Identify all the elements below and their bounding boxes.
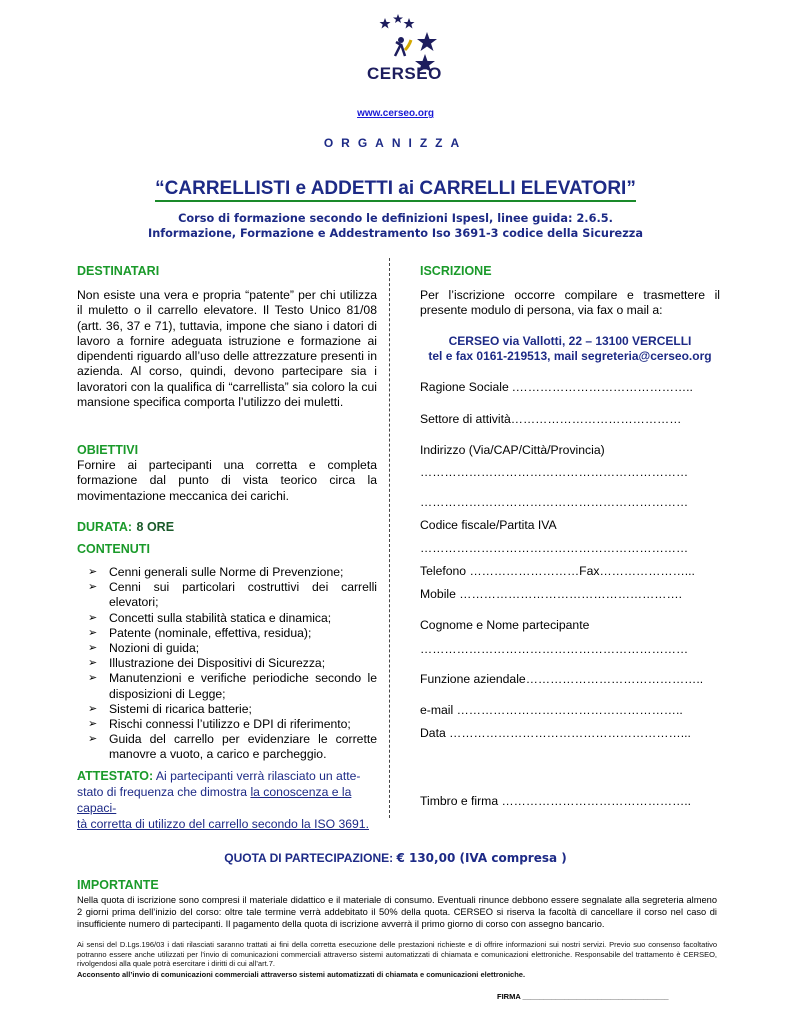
field-mobile[interactable]: Mobile ………………………………………………. xyxy=(420,587,683,601)
list-item: ➢ Cenni generali sulle Norme di Prevenzione; xyxy=(88,565,344,579)
field-funzione[interactable]: Funzione aziendale…………………………………….. xyxy=(420,672,704,686)
field-ragione-sociale[interactable]: Ragione Sociale .…………………………………….. xyxy=(420,380,693,394)
contenuti-heading: CONTENUTI xyxy=(77,542,150,556)
website-link[interactable]: www.cerseo.org xyxy=(357,108,434,119)
field-timbro-firma[interactable]: Timbro e firma ……………………………………….. xyxy=(420,794,692,808)
stars-person-logo-icon xyxy=(365,12,445,72)
durata-label: DURATA: xyxy=(77,520,133,534)
list-item: ➢ Rischi connessi l’utilizzo e DPI di riferimento; xyxy=(88,717,351,732)
address-line1: CERSEO via Vallotti, 22 – 13100 VERCELLI xyxy=(448,334,692,348)
field-indirizzo-line2[interactable]: ………………………………………………………… xyxy=(420,495,689,509)
destinatari-text: Non esiste una vera e propria “patente” per chi utilizza il muletto o il carrello elevatore. Il Testo Unico 81/08 (artt. 36, 37 e 71), tuttavia, impone che siano i datori di lavoro a fornire adeguata istruzione e formazione ai dipendenti riguardo all’uso delle attrezzature presenti in azienda. Al corso, quindi, devono partecipare sia i lavoratori con la qualifica di “carrellista” sia coloro la cui mansione specifica comporta l’utilizzo dei muletti. xyxy=(77,288,377,410)
attestato-text-c: la conoscenza e la capaci- xyxy=(77,785,352,815)
field-cognome-nome-label: Cognome e Nome partecipante xyxy=(420,618,590,632)
arrow-bullet-icon: ➢ xyxy=(88,566,98,578)
website-url[interactable] xyxy=(0,108,791,119)
subtitle-line1: Corso di formazione secondo le definizioni Ispesl, linee guida: 2.6.5. xyxy=(178,212,613,225)
arrow-bullet-icon: ➢ xyxy=(88,672,98,685)
firma-signature-line[interactable]: FIRMA ___________________________________ xyxy=(497,992,669,1001)
durata-value: 8 ORE xyxy=(136,520,175,534)
field-indirizzo-line1[interactable]: ………………………………………………………… xyxy=(420,465,689,479)
arrow-bullet-icon: ➢ xyxy=(88,581,98,594)
address-line2: tel e fax 0161-219513, mail segreteria@cerseo.org xyxy=(428,349,712,363)
obiettivi-text: Fornire ai partecipanti una corretta e completa formazione dal punto di vista teorico circa la movimentazione meccanica dei carichi. xyxy=(77,458,377,503)
list-item: ➢ Patente (nominale, effettiva, residua); xyxy=(88,625,312,640)
contenuti-list xyxy=(80,565,377,763)
cerseo-logo xyxy=(365,12,445,104)
iscrizione-heading: ISCRIZIONE xyxy=(420,264,492,278)
field-settore[interactable]: Settore di attività…………………………………… xyxy=(420,412,682,426)
list-item: ➢ Sistemi di ricarica batterie; xyxy=(88,701,252,716)
field-cognome-nome-line[interactable]: ………………………………………………………… xyxy=(420,642,689,656)
field-codice-fiscale-line[interactable]: ………………………………………………………… xyxy=(420,541,689,555)
page-title xyxy=(0,178,791,200)
attestato-label: ATTESTATO: xyxy=(77,769,154,783)
list-item: ➢ Guida del carrello per evidenziare le corrette manovre a vuoto, a carico e parcheggio. xyxy=(88,732,377,762)
page-title-text: “CARRELLISTI e ADDETTI ai CARRELLI ELEVATORI” xyxy=(155,178,636,202)
organizza-label: ORGANIZZA xyxy=(323,136,468,150)
quota-line xyxy=(0,851,791,865)
list-item: ➢ Manutenzioni e verifiche periodiche secondo le disposizioni di Legge; xyxy=(88,671,377,701)
arrow-bullet-icon: ➢ xyxy=(88,626,98,639)
field-email[interactable]: e-mail ……………………………………………….. xyxy=(420,703,683,717)
destinatari-heading: DESTINATARI xyxy=(77,264,160,278)
attestato-text-a: Ai partecipanti verrà rilasciato un atte- xyxy=(153,769,361,783)
field-indirizzo-label: Indirizzo (Via/CAP/Città/Provincia) xyxy=(420,443,605,457)
logo-text: CERSEO xyxy=(367,64,442,83)
importante-heading: IMPORTANTE xyxy=(77,878,159,892)
field-codice-fiscale-label: Codice fiscale/Partita IVA xyxy=(420,518,557,532)
iscrizione-text: Per l’iscrizione occorre compilare e trasmettere il presente modulo di persona, via fax o mail a: xyxy=(420,288,720,318)
arrow-bullet-icon: ➢ xyxy=(88,657,98,670)
arrow-bullet-icon: ➢ xyxy=(88,611,98,624)
obiettivi-heading: OBIETTIVI xyxy=(77,443,139,457)
durata xyxy=(77,518,174,536)
list-item: ➢ Nozioni di guida; xyxy=(88,641,200,656)
attestato-text-d: tà corretta di utilizzo del carrello secondo la ISO 3691. xyxy=(77,817,369,831)
list-item: ➢ Concetti sulla stabilità statica e dinamica; xyxy=(88,610,332,625)
attestato-block xyxy=(77,768,377,832)
arrow-bullet-icon: ➢ xyxy=(88,642,98,655)
importante-text: Nella quota di iscrizione sono compresi il materiale didattico e il materiale di consumo. Eventuali rinunce debbono essere segnalate alla segreteria almeno 2 giorni prima dell’inizio del corso: oltre tale termine verrà addebitato il 50% della quota. CERSEO si riserva la facoltà di cancellare il corso nel caso di insufficiente numero di partecipanti. Il pagamento della quota di iscrizione avverrà il primo giorno di corso con assegno bancario. xyxy=(77,895,717,929)
list-item: ➢ Cenni sui particolari costruttivi dei carrelli elevatori; xyxy=(88,580,377,610)
arrow-bullet-icon: ➢ xyxy=(88,702,98,715)
privacy-consent: Acconsento all’invio di comunicazioni commerciali attraverso sistemi automatizzati di chiamata e comunicazioni elettroniche. xyxy=(77,970,526,979)
list-item: ➢ Illustrazione dei Dispositivi di Sicurezza; xyxy=(88,656,326,671)
arrow-bullet-icon: ➢ xyxy=(88,718,98,731)
field-data[interactable]: Data …………………………………………………... xyxy=(420,726,691,740)
privacy-text: Ai sensi del D.Lgs.196/03 i dati rilasciati saranno trattati ai fini della corretta esecuzione delle prestazioni richieste e di offrire informazioni sui nostri servizi. Previo suo consenso facoltativo potranno essere anche utilizzati per l’invio di comunicazioni commerciali attraverso sistemi automatizzati di chiamata e comunicazioni elettroniche. Responsabile del trattamento è CERSEO, rivolgendosi alla quale potrà esercitare i diritti di cui all’art.7. xyxy=(77,940,717,969)
quota-label: QUOTA DI PARTECIPAZIONE: xyxy=(224,851,397,865)
column-divider xyxy=(389,258,390,818)
arrow-bullet-icon: ➢ xyxy=(88,733,98,746)
field-telefono-fax[interactable]: Telefono ………………………Fax…………………... xyxy=(420,564,695,578)
subtitle-line2: Informazione, Formazione e Addestramento Iso 3691-3 codice della Sicurezza xyxy=(148,227,643,240)
quota-amount: € 130,00 (IVA compresa ) xyxy=(396,851,567,865)
attestato-text-b: stato di frequenza che dimostra xyxy=(77,785,251,799)
